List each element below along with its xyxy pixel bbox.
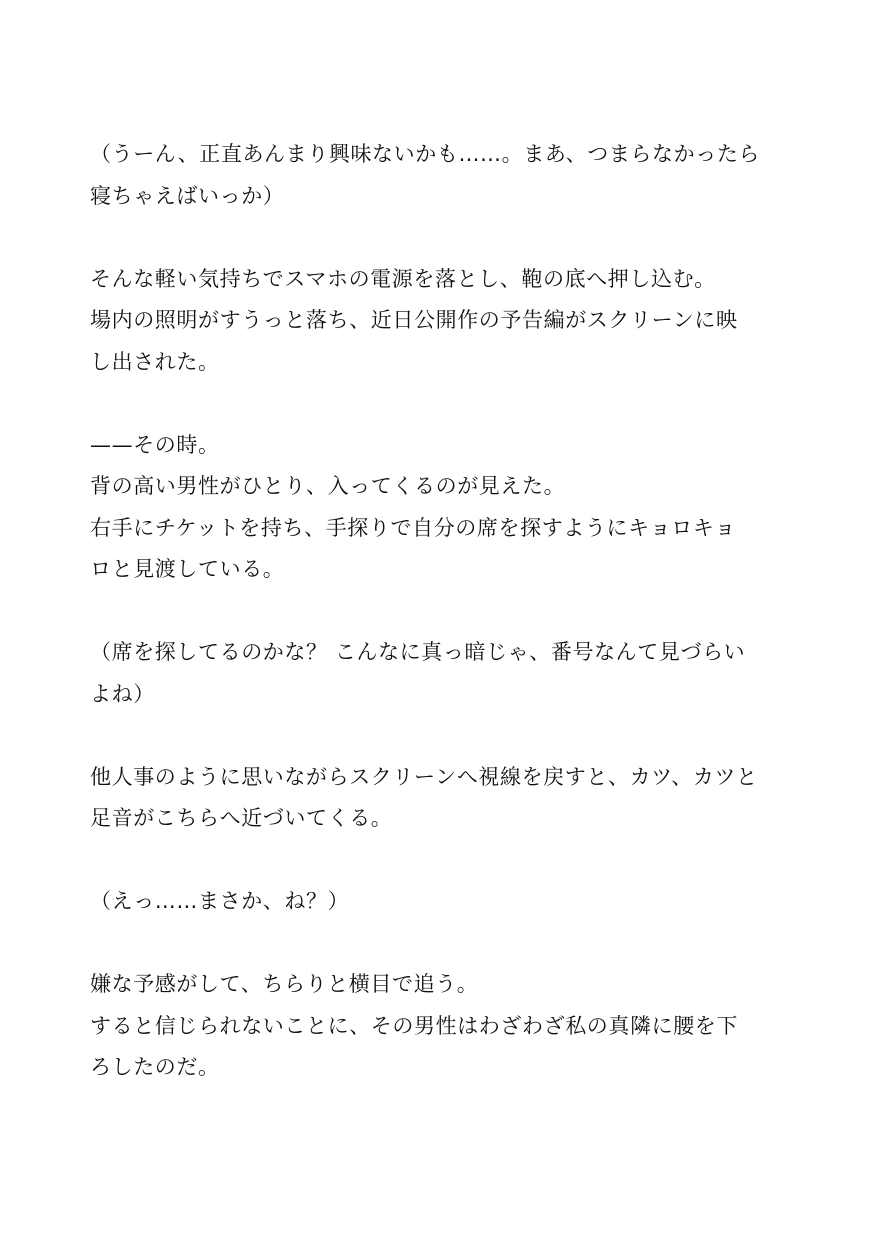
text-line: すると信じられないことに、その男性はわざわざ私の真隣に腰を下 [90,1013,738,1038]
text-line: 右手にチケットを持ち、手探りで自分の席を探すようにキョロキョ [90,515,737,540]
blank-line [90,715,788,757]
text-line: ——その時。 [90,432,220,457]
text-line: ろしたのだ。 [90,1055,220,1079]
text-line: 背の高い男性がひとり、入ってくるのが見えた。 [90,474,566,498]
text-line: 寝ちゃえばいっか） [90,183,285,208]
body-text [90,134,788,1089]
blank-line [90,923,788,965]
blank-line [90,591,788,633]
text-line: 嫌な予感がして、ちらりと横目で追う。 [90,972,479,996]
text-line: よね） [90,681,155,706]
text-line: そんな軽い気持ちでスマホの電源を落とし、鞄の底へ押し込む。 [90,266,716,291]
text-line: （えっ……まさか、ね？） [90,889,350,913]
blank-line [90,383,788,425]
text-line: 足音がこちらへ近づいてくる。 [90,806,393,830]
text-line: （席を探してるのかな？ こんなに真っ暗じゃ、番号なんて見づらい [90,640,746,664]
text-line: 場内の照明がすうっと落ち、近日公開作の予告編がスクリーンに映 [90,308,738,332]
blank-line [90,217,788,259]
text-line: し出された。 [90,349,220,374]
blank-line [90,840,788,882]
text-line: ロと見渡している。 [90,557,285,581]
text-line: 他人事のように思いながらスクリーンへ視線を戻すと、カツ、カツと [90,764,758,789]
text-line: （うーん、正直あんまり興味ないかも……。まあ、つまらなかったら [90,142,761,166]
